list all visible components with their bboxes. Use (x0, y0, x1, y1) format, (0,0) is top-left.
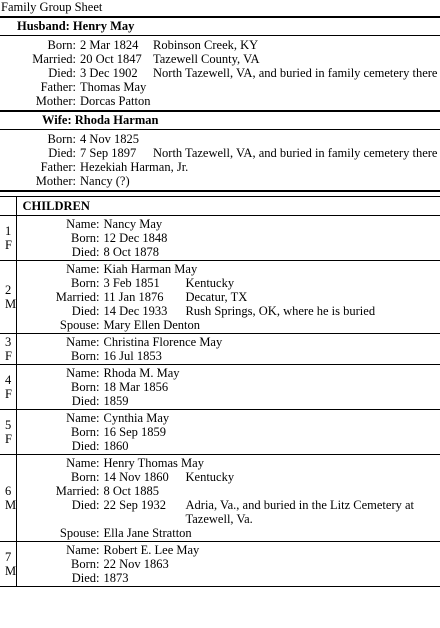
born-label: Born: (71, 231, 100, 245)
name-label: Name: (66, 411, 100, 425)
child-born: 18 Mar 1856 (103, 380, 169, 394)
child-number-cell (0, 261, 16, 334)
child-info (16, 334, 440, 365)
child-name-row (17, 543, 440, 557)
child-row (0, 261, 440, 334)
child-died: 1860 (103, 439, 129, 453)
husband-born-place: Robinson Creek, KY (153, 38, 259, 52)
husband-father-row (0, 80, 440, 94)
married-label: Married: (32, 52, 76, 66)
child-info (16, 261, 440, 334)
wife-mother: Nancy (?) (80, 174, 130, 188)
name-label: Name: (66, 217, 100, 231)
child-died-place: Adria, Va., and buried in the Litz Cemetery at Tazewell, Va. (185, 498, 415, 526)
child-died-row (17, 304, 440, 318)
child-number: 7 (5, 550, 12, 564)
child-sex: F (5, 387, 12, 401)
child-info (16, 455, 440, 542)
child-died-row (17, 498, 440, 526)
husband-died-place: North Tazewell, VA, and buried in family cemetery there (153, 66, 438, 80)
child-number-cell (0, 455, 16, 542)
born-label: Born: (71, 470, 100, 484)
child-info (16, 365, 440, 410)
child-number: 1 (5, 224, 12, 238)
child-spouse: Mary Ellen Denton (103, 318, 201, 332)
husband-heading: Husband: Henry May (0, 18, 440, 36)
wife-died-row (0, 146, 440, 160)
child-born-row (17, 470, 440, 484)
child-row (0, 216, 440, 261)
divider (0, 586, 440, 587)
husband-died-date: 3 Dec 1902 (80, 66, 138, 80)
husband-married-date: 20 Oct 1847 (80, 52, 142, 66)
born-label: Born: (47, 132, 76, 146)
husband-mother: Dorcas Patton (80, 94, 151, 108)
child-born-row (17, 231, 440, 245)
child-born-date: 3 Feb 1851 (103, 276, 160, 290)
child-sex: F (5, 432, 12, 446)
wife-born-date: 4 Nov 1825 (80, 132, 140, 146)
born-label: Born: (71, 425, 100, 439)
child-info (16, 216, 440, 261)
child-name: Robert E. Lee May (103, 543, 200, 557)
mother-label: Mother: (35, 94, 76, 108)
child-name-row (17, 217, 440, 231)
child-born-row (17, 425, 440, 439)
spouse-label: Spouse: (59, 318, 100, 332)
child-born-place: Kentucky (185, 276, 235, 290)
child-born-row (17, 276, 440, 290)
child-died-row (17, 394, 440, 408)
husband-died-row (0, 66, 440, 80)
child-born: 16 Sep 1859 (103, 425, 166, 439)
wife-born-row (0, 132, 440, 146)
child-spouse-row (17, 318, 440, 332)
father-label: Father: (40, 80, 76, 94)
married-label: Married: (55, 484, 100, 498)
child-sex: F (5, 349, 12, 363)
husband-born-date: 2 Mar 1824 (80, 38, 139, 52)
husband-married-row (0, 52, 440, 66)
died-label: Died: (71, 498, 100, 512)
wife-died-place: North Tazewell, VA, and buried in family cemetery there (153, 146, 438, 160)
child-died: 1873 (103, 571, 129, 585)
children-heading: CHILDREN (22, 199, 90, 213)
child-married-date: 11 Jan 1876 (103, 290, 164, 304)
children-table (0, 197, 440, 586)
child-info (16, 542, 440, 587)
name-label: Name: (66, 262, 100, 276)
child-name: Nancy May (103, 217, 163, 231)
born-label: Born: (71, 557, 100, 571)
husband-section (0, 36, 440, 110)
child-name-row (17, 366, 440, 380)
born-label: Born: (71, 276, 100, 290)
child-number: 4 (5, 373, 12, 387)
child-died-date: 22 Sep 1932 (103, 498, 166, 512)
child-died: 1859 (103, 394, 129, 408)
born-label: Born: (71, 380, 100, 394)
husband-mother-row (0, 94, 440, 108)
children-header-row (0, 197, 440, 216)
died-label: Died: (71, 439, 100, 453)
child-name: Cynthia May (103, 411, 170, 425)
child-name-row (17, 335, 440, 349)
child-married: 8 Oct 1885 (103, 484, 160, 498)
wife-section (0, 130, 440, 190)
child-died-row (17, 439, 440, 453)
child-number: 5 (5, 418, 12, 432)
child-married-row (17, 290, 440, 304)
child-born-place: Kentucky (185, 470, 235, 484)
child-name-row (17, 456, 440, 470)
husband-married-place: Tazewell County, VA (153, 52, 260, 66)
child-name-row (17, 411, 440, 425)
child-row (0, 334, 440, 365)
child-name: Kiah Harman May (103, 262, 198, 276)
child-row (0, 410, 440, 455)
child-married-place: Decatur, TX (185, 290, 248, 304)
child-sex: M (5, 297, 17, 311)
child-info (16, 410, 440, 455)
mother-label: Mother: (35, 174, 76, 188)
died-label: Died: (71, 571, 100, 585)
died-label: Died: (71, 245, 100, 259)
child-number-cell (0, 410, 16, 455)
child-sex: M (5, 498, 17, 512)
child-born: 22 Nov 1863 (103, 557, 169, 571)
child-row (0, 455, 440, 542)
page-title: Family Group Sheet (1, 0, 103, 14)
child-born: 12 Dec 1848 (103, 231, 168, 245)
child-born-row (17, 557, 440, 571)
born-label: Born: (71, 349, 100, 363)
wife-father: Hezekiah Harman, Jr. (80, 160, 189, 174)
child-number: 3 (5, 335, 12, 349)
wife-heading: Wife: Rhoda Harman (0, 112, 440, 130)
child-spouse-row (17, 526, 440, 540)
died-label: Died: (48, 66, 76, 80)
spouse-label: Spouse: (59, 526, 100, 540)
child-number-cell (0, 334, 16, 365)
died-label: Died: (71, 304, 100, 318)
child-number-cell (0, 542, 16, 587)
child-born-date: 14 Nov 1860 (103, 470, 169, 484)
child-sex: M (5, 564, 17, 578)
child-number-cell (0, 365, 16, 410)
child-row (0, 542, 440, 587)
name-label: Name: (66, 366, 100, 380)
child-number: 6 (5, 484, 12, 498)
married-label: Married: (55, 290, 100, 304)
child-sex: F (5, 238, 12, 252)
child-born: 16 Jul 1853 (103, 349, 162, 363)
wife-father-row (0, 160, 440, 174)
child-born-row (17, 380, 440, 394)
name-label: Name: (66, 543, 100, 557)
child-died: 8 Oct 1878 (103, 245, 160, 259)
child-married-row (17, 484, 440, 498)
child-name-row (17, 262, 440, 276)
child-name: Rhoda M. May (103, 366, 180, 380)
child-row (0, 365, 440, 410)
wife-mother-row (0, 174, 440, 188)
born-label: Born: (47, 38, 76, 52)
name-label: Name: (66, 335, 100, 349)
child-died-place: Rush Springs, OK, where he is buried (185, 304, 376, 318)
name-label: Name: (66, 456, 100, 470)
child-number-cell (0, 216, 16, 261)
died-label: Died: (48, 146, 76, 160)
wife-died-date: 7 Sep 1897 (80, 146, 137, 160)
child-name: Henry Thomas May (103, 456, 204, 470)
child-died-row (17, 571, 440, 585)
child-died-date: 14 Dec 1933 (103, 304, 168, 318)
child-born-row (17, 349, 440, 363)
child-died-row (17, 245, 440, 259)
child-spouse: Ella Jane Stratton (103, 526, 192, 540)
child-name: Christina Florence May (103, 335, 223, 349)
husband-born-row (0, 38, 440, 52)
died-label: Died: (71, 394, 100, 408)
child-number: 2 (5, 283, 12, 297)
husband-father: Thomas May (80, 80, 147, 94)
father-label: Father: (40, 160, 76, 174)
